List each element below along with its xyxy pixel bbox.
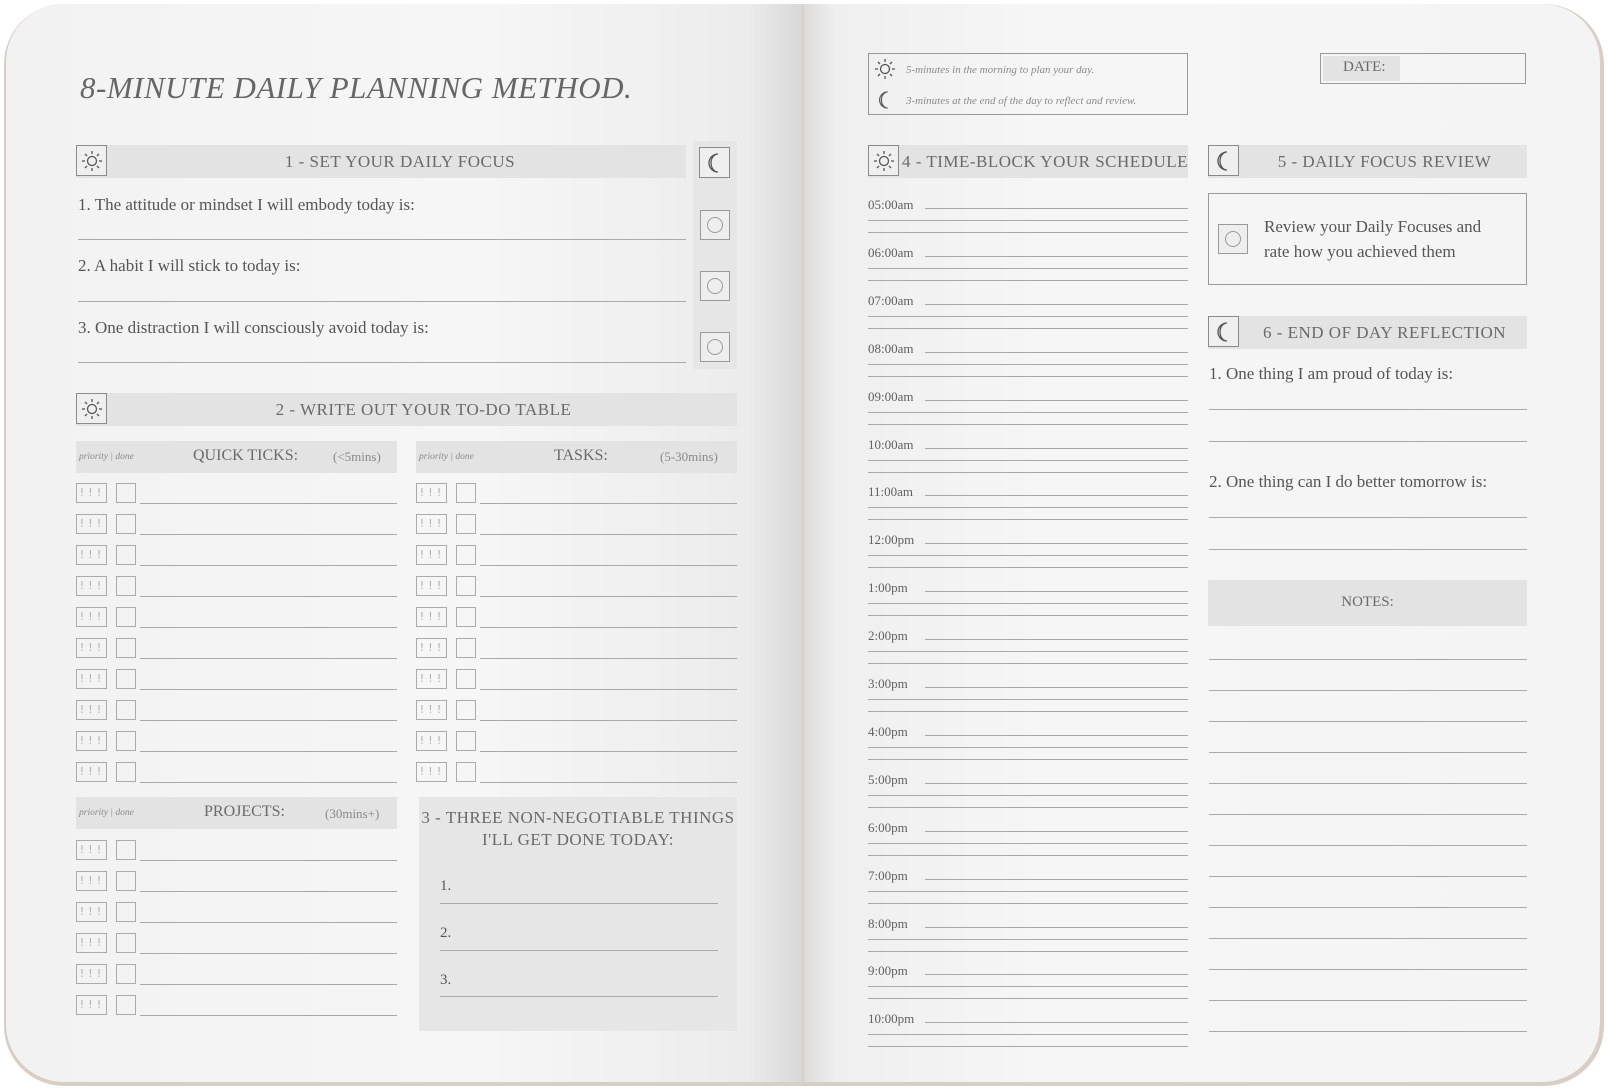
nonnegotiable-title-line1: 3 - THREE NON-NEGOTIABLE THINGS xyxy=(421,808,735,827)
circle-checkbox-icon xyxy=(707,339,723,355)
nonnegotiable-line-2[interactable] xyxy=(440,950,718,951)
date-label: DATE: xyxy=(1343,59,1386,75)
done-checkbox[interactable] xyxy=(116,483,136,503)
task-line[interactable] xyxy=(140,689,397,690)
schedule-line[interactable] xyxy=(868,268,1188,269)
priority-box[interactable]: !!! xyxy=(416,607,447,627)
done-checkbox[interactable] xyxy=(116,514,136,534)
done-checkbox[interactable] xyxy=(456,700,476,720)
notes-line[interactable] xyxy=(1209,659,1527,660)
priority-box[interactable]: !!! xyxy=(76,700,107,720)
done-checkbox[interactable] xyxy=(456,514,476,534)
page-title: 8-MINUTE DAILY PLANNING METHOD. xyxy=(80,70,633,105)
notes-line[interactable] xyxy=(1209,690,1527,691)
todo-header: 2 - WRITE OUT YOUR TO-DO TABLE xyxy=(275,400,572,419)
priority-box[interactable]: !!! xyxy=(416,731,447,751)
priority-box[interactable]: !!! xyxy=(76,933,107,953)
review-text-1: Review your Daily Focuses and xyxy=(1264,217,1482,236)
nonnegotiable-line-1[interactable] xyxy=(440,903,718,904)
done-checkbox[interactable] xyxy=(116,964,136,984)
schedule-line[interactable] xyxy=(925,687,1188,688)
schedule-line[interactable] xyxy=(925,208,1188,209)
reflection-item-2: 2. One thing can I do better tomorrow is: xyxy=(1209,472,1488,491)
time-label: 07:00am xyxy=(868,292,914,308)
schedule-line[interactable] xyxy=(868,807,1188,808)
time-label: 4:00pm xyxy=(868,723,908,739)
schedule-line[interactable] xyxy=(868,855,1188,856)
moon-icon xyxy=(699,147,730,178)
priority-box[interactable]: !!! xyxy=(416,700,447,720)
done-checkbox[interactable] xyxy=(116,762,136,782)
nonnegotiable-title-line2: I'LL GET DONE TODAY: xyxy=(481,830,675,849)
schedule-line[interactable] xyxy=(925,1022,1188,1023)
review-box xyxy=(1208,193,1527,285)
priority-box[interactable]: !!! xyxy=(76,545,107,565)
task-line[interactable] xyxy=(140,984,397,985)
sun-icon xyxy=(874,58,896,84)
moon-icon xyxy=(876,89,894,115)
schedule-line[interactable] xyxy=(868,903,1188,904)
task-line[interactable] xyxy=(140,1015,397,1016)
priority-box[interactable]: !!! xyxy=(76,762,107,782)
schedule-line[interactable] xyxy=(868,891,1188,892)
focus-rating-2[interactable] xyxy=(700,271,730,301)
schedule-line[interactable] xyxy=(925,639,1188,640)
reflection-line-2b[interactable] xyxy=(1209,549,1527,550)
priority-box[interactable]: !!! xyxy=(76,995,107,1015)
focus-rating-3[interactable] xyxy=(700,332,730,362)
reflection-line-2a[interactable] xyxy=(1209,517,1527,518)
task-line[interactable] xyxy=(480,782,737,783)
done-checkbox[interactable] xyxy=(116,576,136,596)
task-line[interactable] xyxy=(140,534,397,535)
focus-line-3[interactable] xyxy=(78,362,686,363)
time-label: 06:00am xyxy=(868,244,914,260)
priority-box[interactable]: !!! xyxy=(416,638,447,658)
done-checkbox[interactable] xyxy=(116,995,136,1015)
schedule-line[interactable] xyxy=(868,711,1188,712)
task-line[interactable] xyxy=(140,720,397,721)
time-label: 05:00am xyxy=(868,197,914,212)
priority-box[interactable]: !!! xyxy=(416,514,447,534)
done-checkbox[interactable] xyxy=(116,933,136,953)
done-checkbox[interactable] xyxy=(456,607,476,627)
schedule-line[interactable] xyxy=(925,352,1188,353)
schedule-line[interactable] xyxy=(868,843,1188,844)
schedule-header: 4 - TIME-BLOCK YOUR SCHEDULE xyxy=(902,152,1188,171)
focus-item-3: 3. One distraction I will consciously avoid today is: xyxy=(78,318,429,337)
notes-line[interactable] xyxy=(1209,814,1527,815)
schedule-line[interactable] xyxy=(925,448,1188,449)
schedule-line[interactable] xyxy=(868,472,1188,473)
done-checkbox[interactable] xyxy=(456,731,476,751)
time-label: 10:00pm xyxy=(868,1011,915,1027)
sun-icon xyxy=(76,145,107,176)
quick-ticks-duration: (<5mins) xyxy=(333,449,381,464)
task-line[interactable] xyxy=(480,565,737,566)
task-line[interactable] xyxy=(140,922,397,923)
nonnegotiable-number-2: 2. xyxy=(440,925,452,941)
task-line[interactable] xyxy=(480,751,737,752)
time-label: 2:00pm xyxy=(868,628,908,644)
done-checkbox[interactable] xyxy=(116,731,136,751)
notes-line[interactable] xyxy=(1209,1031,1527,1032)
tasks-title: TASKS: xyxy=(554,447,608,464)
projects-duration: (30mins+) xyxy=(325,806,380,821)
task-line[interactable] xyxy=(480,627,737,628)
schedule-line[interactable] xyxy=(868,567,1188,568)
time-label: 08:00am xyxy=(868,340,914,356)
time-label: 1:00pm xyxy=(868,580,908,596)
schedule-line[interactable] xyxy=(868,424,1188,425)
focus-line-2[interactable] xyxy=(78,301,686,302)
legend-evening: 3-minutes at the end of the day to reflect and review. xyxy=(906,95,1137,107)
priority-box[interactable]: !!! xyxy=(416,576,447,596)
task-line[interactable] xyxy=(140,627,397,628)
priority-box[interactable]: !!! xyxy=(416,669,447,689)
priority-done-label: priority | done xyxy=(79,452,134,462)
nonnegotiable-number-1: 1. xyxy=(440,878,452,894)
schedule-line[interactable] xyxy=(868,328,1188,329)
priority-box[interactable]: !!! xyxy=(76,514,107,534)
done-checkbox[interactable] xyxy=(116,840,136,860)
priority-box[interactable]: !!! xyxy=(76,638,107,658)
notes-line[interactable] xyxy=(1209,969,1527,970)
task-line[interactable] xyxy=(480,689,737,690)
done-checkbox[interactable] xyxy=(456,545,476,565)
nonnegotiable-line-3[interactable] xyxy=(440,996,718,997)
done-checkbox[interactable] xyxy=(116,700,136,720)
schedule-line[interactable] xyxy=(925,927,1188,928)
schedule-line[interactable] xyxy=(868,951,1188,952)
review-text-2: rate how you achieved them xyxy=(1264,242,1456,261)
projects-title: PROJECTS: xyxy=(204,803,285,820)
task-line[interactable] xyxy=(140,658,397,659)
time-label: 10:00am xyxy=(868,436,914,452)
time-label: 3:00pm xyxy=(868,676,908,691)
done-checkbox[interactable] xyxy=(116,607,136,627)
notes-line[interactable] xyxy=(1209,721,1527,722)
notes-line[interactable] xyxy=(1209,876,1527,877)
task-line[interactable] xyxy=(480,596,737,597)
notes-line[interactable] xyxy=(1209,783,1527,784)
focus-header: 1 - SET YOUR DAILY FOCUS xyxy=(284,152,516,171)
sun-icon xyxy=(868,145,899,176)
schedule-line[interactable] xyxy=(868,232,1188,233)
done-checkbox[interactable] xyxy=(456,669,476,689)
priority-box[interactable]: !!! xyxy=(76,964,107,984)
moon-icon xyxy=(1208,145,1239,176)
task-line[interactable] xyxy=(480,503,737,504)
notes-title: NOTES: xyxy=(1341,594,1394,610)
schedule-line[interactable] xyxy=(925,400,1188,401)
focus-item-2: 2. A habit I will stick to today is: xyxy=(78,256,301,275)
reflection-line-1a[interactable] xyxy=(1209,409,1527,410)
task-line[interactable] xyxy=(480,534,737,535)
nonnegotiable-number-3: 3. xyxy=(440,972,452,988)
priority-box[interactable]: !!! xyxy=(76,902,107,922)
done-checkbox[interactable] xyxy=(116,638,136,658)
schedule-line[interactable] xyxy=(868,615,1188,616)
schedule-line[interactable] xyxy=(868,663,1188,664)
schedule-line[interactable] xyxy=(868,280,1188,281)
priority-done-label: priority | done xyxy=(79,808,134,818)
done-checkbox[interactable] xyxy=(456,762,476,782)
priority-box[interactable]: !!! xyxy=(76,576,107,596)
task-line[interactable] xyxy=(140,751,397,752)
schedule-line[interactable] xyxy=(868,364,1188,365)
legend-morning: 5-minutes in the morning to plan your day. xyxy=(906,64,1095,76)
done-checkbox[interactable] xyxy=(116,545,136,565)
reflection-item-1: 1. One thing I am proud of today is: xyxy=(1209,364,1454,383)
notes-line[interactable] xyxy=(1209,938,1527,939)
schedule-line[interactable] xyxy=(868,220,1188,221)
schedule-line[interactable] xyxy=(925,783,1188,784)
priority-box[interactable]: !!! xyxy=(76,669,107,689)
notes-line[interactable] xyxy=(1209,907,1527,908)
tasks-duration: (5-30mins) xyxy=(660,449,718,464)
schedule-line[interactable] xyxy=(868,998,1188,999)
done-checkbox[interactable] xyxy=(456,483,476,503)
schedule-line[interactable] xyxy=(868,460,1188,461)
focus-item-1: 1. The attitude or mindset I will embody today is: xyxy=(78,195,415,214)
time-label: 6:00pm xyxy=(868,819,908,835)
schedule-line[interactable] xyxy=(925,974,1188,975)
schedule-line[interactable] xyxy=(925,256,1188,257)
schedule-line[interactable] xyxy=(868,651,1188,652)
time-label: 9:00pm xyxy=(868,963,908,979)
task-line[interactable] xyxy=(140,565,397,566)
circle-checkbox-icon xyxy=(707,278,723,294)
schedule-line[interactable] xyxy=(868,939,1188,940)
schedule-line[interactable] xyxy=(868,759,1188,760)
focus-rating-1[interactable] xyxy=(700,210,730,240)
reflection-header: 6 - END OF DAY REFLECTION xyxy=(1262,323,1507,342)
schedule-line[interactable] xyxy=(868,986,1188,987)
done-checkbox[interactable] xyxy=(116,871,136,891)
schedule-line[interactable] xyxy=(925,543,1188,544)
task-line[interactable] xyxy=(140,891,397,892)
circle-checkbox-icon xyxy=(1225,231,1241,247)
time-label: 5:00pm xyxy=(868,771,908,787)
schedule-line[interactable] xyxy=(868,795,1188,796)
moon-icon xyxy=(1208,316,1239,347)
schedule-line[interactable] xyxy=(868,1034,1188,1035)
task-line[interactable] xyxy=(480,658,737,659)
priority-done-label: priority | done xyxy=(419,452,474,462)
done-checkbox[interactable] xyxy=(456,638,476,658)
done-checkbox[interactable] xyxy=(116,669,136,689)
task-line[interactable] xyxy=(140,782,397,783)
task-line[interactable] xyxy=(140,953,397,954)
schedule-line[interactable] xyxy=(868,316,1188,317)
schedule-line[interactable] xyxy=(925,304,1188,305)
priority-box[interactable]: !!! xyxy=(416,483,447,503)
notes-line[interactable] xyxy=(1209,752,1527,753)
schedule-line[interactable] xyxy=(925,879,1188,880)
task-line[interactable] xyxy=(140,596,397,597)
review-rating[interactable] xyxy=(1218,224,1248,254)
priority-box[interactable]: !!! xyxy=(76,483,107,503)
schedule-line[interactable] xyxy=(868,376,1188,377)
task-line[interactable] xyxy=(140,503,397,504)
schedule-line[interactable] xyxy=(868,507,1188,508)
focus-line-1[interactable] xyxy=(78,239,686,240)
time-label: 12:00pm xyxy=(868,532,915,548)
sun-icon xyxy=(76,393,107,424)
time-label: 11:00am xyxy=(868,484,914,500)
priority-box[interactable]: !!! xyxy=(76,871,107,891)
time-label: 7:00pm xyxy=(868,867,908,883)
notes-line[interactable] xyxy=(1209,845,1527,846)
schedule-line[interactable] xyxy=(868,412,1188,413)
priority-box[interactable]: !!! xyxy=(76,731,107,751)
circle-checkbox-icon xyxy=(707,217,723,233)
done-checkbox[interactable] xyxy=(456,576,476,596)
time-label: 09:00am xyxy=(868,388,914,404)
priority-box[interactable]: !!! xyxy=(76,607,107,627)
task-line[interactable] xyxy=(480,720,737,721)
reflection-line-1b[interactable] xyxy=(1209,441,1527,442)
done-checkbox[interactable] xyxy=(116,902,136,922)
schedule-line[interactable] xyxy=(868,1046,1188,1047)
schedule-line[interactable] xyxy=(868,747,1188,748)
schedule-line[interactable] xyxy=(925,495,1188,496)
schedule-line[interactable] xyxy=(925,831,1188,832)
review-header: 5 - DAILY FOCUS REVIEW xyxy=(1277,152,1492,171)
time-label: 8:00pm xyxy=(868,915,908,931)
schedule-line[interactable] xyxy=(925,591,1188,592)
notes-line[interactable] xyxy=(1209,1000,1527,1001)
priority-box[interactable]: !!! xyxy=(416,545,447,565)
task-line[interactable] xyxy=(140,860,397,861)
schedule-line[interactable] xyxy=(925,735,1188,736)
priority-box[interactable]: !!! xyxy=(76,840,107,860)
schedule-line[interactable] xyxy=(868,603,1188,604)
schedule-line[interactable] xyxy=(868,699,1188,700)
schedule-line[interactable] xyxy=(868,555,1188,556)
priority-box[interactable]: !!! xyxy=(416,762,447,782)
quick-ticks-title: QUICK TICKS: xyxy=(193,447,299,464)
schedule-line[interactable] xyxy=(868,519,1188,520)
